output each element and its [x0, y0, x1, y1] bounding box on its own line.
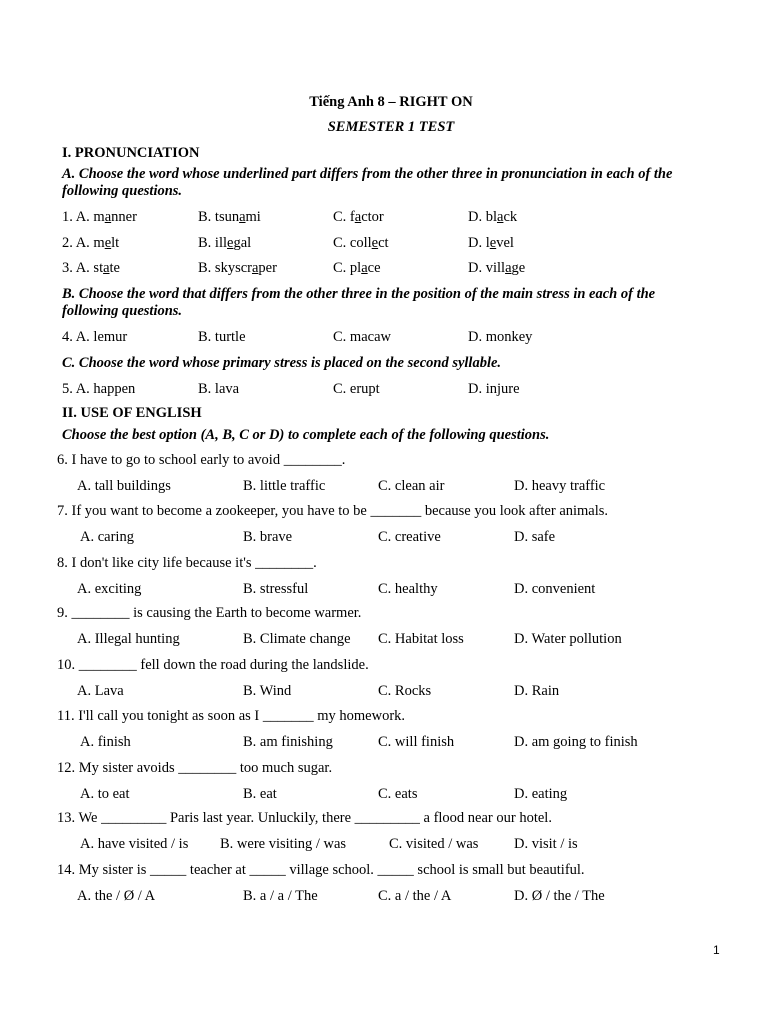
question-stem: 7. If you want to become a zookeeper, you have to be _______ because you look after animals.	[57, 503, 609, 519]
option-d: D. Rain	[514, 683, 560, 699]
instruction-use-of-english: Choose the best option (A, B, C or D) to complete each of the following questions.	[62, 427, 550, 443]
option-c: C. creative	[378, 529, 441, 545]
option-b: B. skyscraper	[198, 260, 277, 276]
option-a: A. caring	[80, 529, 134, 545]
option-a: 4. A. lemur	[62, 329, 128, 345]
option-a: A. have visited / is	[80, 836, 189, 852]
instruction-part-b: B. Choose the word that differs from the other three in the position of the main stress in each of the following questions.	[62, 286, 656, 319]
option-b: B. were visiting / was	[220, 836, 347, 852]
option-a: A. finish	[80, 734, 131, 750]
option-a: 5. A. happen	[62, 381, 136, 397]
instruction-part-c: C. Choose the word whose primary stress is placed on the second syllable.	[62, 355, 502, 371]
page-number: 1	[713, 943, 720, 957]
option-c: C. factor	[333, 209, 384, 225]
question-stem: 12. My sister avoids ________ too much sugar.	[57, 760, 333, 776]
option-a: 1. A. manner	[62, 209, 137, 225]
question-stem: 10. ________ fell down the road during the landslide.	[57, 657, 369, 673]
option-c: C. place	[333, 260, 381, 276]
option-c: C. a / the / A	[378, 888, 452, 904]
option-c: C. Rocks	[378, 683, 432, 699]
option-a: A. Lava	[77, 683, 124, 699]
option-c: C. collect	[333, 235, 389, 251]
option-a: 3. A. state	[62, 260, 120, 276]
option-d: D. eating	[514, 786, 568, 802]
option-b: B. turtle	[198, 329, 246, 345]
option-d: D. am going to finish	[514, 734, 638, 750]
document-title: Tiếng Anh 8 – RIGHT ON	[309, 94, 473, 110]
option-b: B. illegal	[198, 235, 252, 251]
document-subtitle: SEMESTER 1 TEST	[327, 119, 455, 135]
option-d: D. convenient	[514, 581, 596, 597]
instruction-part-a: A. Choose the word whose underlined part differs from the other three in pronunciation in each of the following questions.	[62, 166, 673, 199]
option-b: B. Wind	[243, 683, 292, 699]
option-d: D. heavy traffic	[514, 478, 606, 494]
option-c: C. will finish	[378, 734, 455, 750]
question-stem: 13. We _________ Paris last year. Unluckily, there _________ a flood near our hotel.	[57, 810, 552, 826]
option-c: C. eats	[378, 786, 418, 802]
option-d: D. level	[468, 235, 514, 251]
option-a: 2. A. melt	[62, 235, 120, 251]
question-stem: 11. I'll call you tonight as soon as I _______ my homework.	[57, 708, 406, 724]
option-c: C. visited / was	[389, 836, 479, 852]
option-d: D. black	[468, 209, 518, 225]
option-a: A. the / Ø / A	[77, 888, 156, 904]
option-b: B. am finishing	[243, 734, 333, 750]
question-stem: 14. My sister is _____ teacher at _____ village school. _____ school is small but beautiful.	[57, 862, 585, 878]
option-d: D. injure	[468, 381, 520, 397]
option-b: B. stressful	[243, 581, 309, 597]
option-d: D. village	[468, 260, 526, 276]
option-c: C. clean air	[378, 478, 445, 494]
option-b: B. tsunami	[198, 209, 261, 225]
section-heading-pronunciation: I. PRONUNCIATION	[62, 145, 200, 161]
option-b: B. eat	[243, 786, 277, 802]
option-a: A. exciting	[77, 581, 142, 597]
option-b: B. brave	[243, 529, 293, 545]
option-a: A. Illegal hunting	[77, 631, 180, 647]
option-a: A. tall buildings	[77, 478, 171, 494]
question-stem: 8. I don't like city life because it's ________.	[57, 555, 317, 571]
question-stem: 6. I have to go to school early to avoid ________.	[57, 452, 346, 468]
option-b: B. Climate change	[243, 631, 351, 647]
option-c: C. erupt	[333, 381, 380, 397]
option-c: C. Habitat loss	[378, 631, 464, 647]
option-a: A. to eat	[80, 786, 130, 802]
option-c: C. macaw	[333, 329, 391, 345]
option-b: B. little traffic	[243, 478, 326, 494]
option-d: D. monkey	[468, 329, 533, 345]
section-heading-use-of-english: II. USE OF ENGLISH	[62, 405, 202, 421]
option-c: C. healthy	[378, 581, 438, 597]
option-b: B. lava	[198, 381, 240, 397]
option-d: D. safe	[514, 529, 556, 545]
option-d: D. Water pollution	[514, 631, 622, 647]
option-d: D. visit / is	[514, 836, 578, 852]
question-stem: 9. ________ is causing the Earth to become warmer.	[57, 605, 362, 621]
option-d: D. Ø / the / The	[514, 888, 605, 904]
option-b: B. a / a / The	[243, 888, 318, 904]
